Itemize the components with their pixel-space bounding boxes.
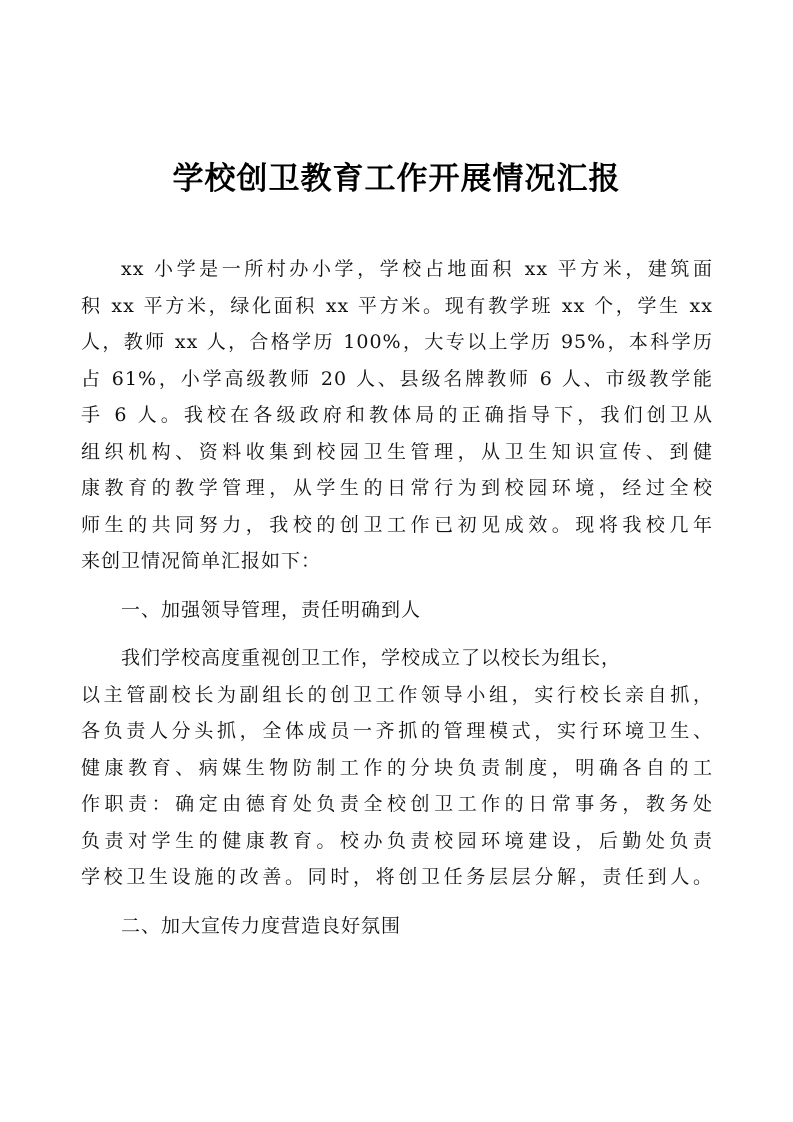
text-line: 以主管副校长为副组长的创卫工作领导小组，实行校长亲自抓， <box>81 683 713 706</box>
text-line: 负责对学生的健康教育。校办负责校园环境建设，后勤处负责 <box>81 829 713 852</box>
intro-paragraph <box>81 251 713 580</box>
text-line: xx 小学是一所村办小学，学校占地面积 xx 平方米，建筑面 <box>121 258 713 280</box>
section-heading-1: 一、加强领导管理，责任明确到人 <box>121 598 422 621</box>
text-line: 积 xx 平方米，绿化面积 xx 平方米。现有教学班 xx 个，学生 xx <box>81 294 713 317</box>
text-line: 学校卫生设施的改善。同时，将创卫任务层层分解，责任到人。 <box>81 866 713 888</box>
text-line: 来创卫情况简单汇报如下： <box>81 550 322 572</box>
document-body <box>81 251 713 956</box>
text-line: 各负责人分头抓，全体成员一齐抓的管理模式，实行环境卫生、 <box>81 720 713 742</box>
text-line: 我们学校高度重视创卫工作，学校成立了以校长为组长， <box>121 647 622 669</box>
section-1-paragraph <box>81 640 713 896</box>
document-title: 学校创卫教育工作开展情况汇报 <box>172 161 621 197</box>
text-line: 手 6 人。我校在各级政府和教体局的正确指导下，我们创卫从 <box>81 404 713 426</box>
text-line: 健康教育、病媒生物防制工作的分块负责制度，明确各自的工 <box>81 756 713 779</box>
text-line: 人，教师 xx 人，合格学历 100%，大专以上学历 95%，本科学历 <box>81 331 713 353</box>
text-line: 师生的共同努力，我校的创卫工作已初见成效。现将我校几年 <box>81 513 713 536</box>
text-line: 康教育的教学管理，从学生的日常行为到校园环境，经过全校 <box>81 477 713 499</box>
text-line: 占 61%，小学高级教师 20 人、县级名牌教师 6 人、市级教学能 <box>81 367 713 390</box>
text-line: 组织机构、资料收集到校园卫生管理，从卫生知识宣传、到健 <box>81 440 713 463</box>
section-heading-2: 二、加大宣传力度营造良好氛围 <box>121 914 402 937</box>
text-line: 作职责：确定由德育处负责全校创卫工作的日常事务，教务处 <box>81 793 713 815</box>
